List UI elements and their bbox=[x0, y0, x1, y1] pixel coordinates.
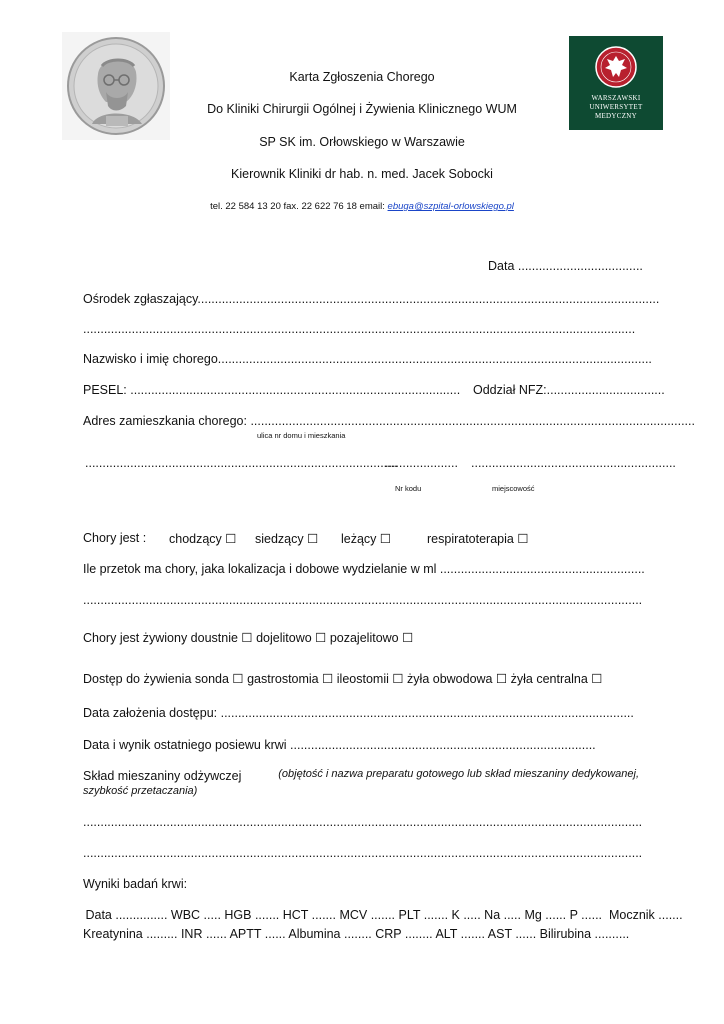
mixture-hint-2: szybkość przetaczania) bbox=[83, 785, 198, 797]
clinic-name: Do Kliniki Chirurgii Ogólnej i Żywienia Klinicznego WUM bbox=[207, 102, 517, 116]
blood-culture-field[interactable]: Data i wynik ostatniego posiewu krwi ........................................................................................ bbox=[83, 738, 596, 752]
labs-line-2[interactable]: Kreatynina ......... INR ...... APTT ...... Albumina ........ CRP ........ ALT ....... AST ...... Bilirubina .......... bbox=[83, 927, 630, 941]
mixture-line-2[interactable]: ................................................................................................................................................................. bbox=[83, 846, 643, 860]
address-field[interactable]: Adres zamieszkania chorego: ................................................................................................................................ bbox=[83, 414, 695, 428]
respiratory-checkbox[interactable]: respiratoterapia ☐ bbox=[427, 532, 529, 546]
fistulas-continuation[interactable]: ................................................................................................................................................................. bbox=[83, 593, 643, 607]
mixture-line-1[interactable]: ................................................................................................................................................................. bbox=[83, 815, 643, 829]
university-name-line1: WARSZAWSKI bbox=[591, 94, 641, 102]
portrait-medal-icon bbox=[62, 32, 170, 140]
form-title: Karta Zgłoszenia Chorego bbox=[289, 70, 435, 84]
university-name-line2: UNIWERSYTET bbox=[589, 103, 643, 111]
contact-phones: tel. 22 584 13 20 fax. 22 622 76 18 email: bbox=[210, 201, 388, 212]
portrait-medal-logo bbox=[62, 32, 170, 140]
email-link[interactable]: ebuga@szpital-orlowskiego.pl bbox=[387, 201, 514, 212]
referring-center-field[interactable]: Ośrodek zgłaszający..................................................................................................................................... bbox=[83, 292, 660, 306]
access-date-field[interactable]: Data założenia dostępu: ....................................................................................................................... bbox=[83, 706, 634, 720]
sitting-checkbox[interactable]: siedzący ☐ bbox=[255, 532, 319, 546]
feeding-route-options[interactable]: Chory jest żywiony doustnie ☐ dojelitowo ☐ pozajelitowo ☐ bbox=[83, 631, 414, 645]
mixture-hint-1: (objętość i nazwa preparatu gotowego lub skład mieszaniny dedykowanej, bbox=[278, 768, 639, 780]
blood-results-heading: Wyniki badań krwi: bbox=[83, 877, 188, 891]
nfz-branch-field[interactable]: Oddział NFZ:.................................. bbox=[473, 383, 665, 397]
postal-code-field[interactable]: ..................... bbox=[385, 456, 458, 470]
university-name-line3: MEDYCZNY bbox=[594, 112, 638, 120]
clinic-head: Kierownik Kliniki dr hab. n. med. Jacek Sobocki bbox=[231, 167, 493, 181]
postal-code-hint: Nr kodu bbox=[395, 484, 422, 493]
feeding-access-options[interactable]: Dostęp do żywienia sonda ☐ gastrostomia ☐ ileostomii ☐ żyła obwodowa ☐ żyła centralna ☐ bbox=[83, 672, 603, 686]
patient-name-field[interactable]: Nazwisko i imię chorego............................................................................................................................. bbox=[83, 352, 652, 366]
mixture-composition bbox=[83, 767, 639, 785]
lying-checkbox[interactable]: leżący ☐ bbox=[341, 532, 392, 546]
date-field[interactable]: Data .................................... bbox=[488, 259, 643, 273]
walking-checkbox[interactable]: chodzący ☐ bbox=[169, 532, 237, 546]
referring-center-continuation[interactable]: ............................................................................................................................................................... bbox=[83, 322, 636, 336]
patient-status-label: Chory jest : bbox=[83, 531, 147, 545]
fistulas-field[interactable]: Ile przetok ma chory, jaka lokalizacja i dobowe wydzielanie w ml ........................................................... bbox=[83, 562, 645, 576]
contact-line bbox=[0, 201, 724, 212]
city-field[interactable]: ........................................................... bbox=[471, 456, 676, 470]
hospital-name: SP SK im. Orłowskiego w Warszawie bbox=[259, 135, 465, 149]
mixture-label: Skład mieszaniny odżywczej bbox=[83, 769, 242, 783]
labs-line-1[interactable]: Data ............... WBC ..... HGB ....... HCT ....... MCV ....... PLT ....... K ..... Na ..... Mg ...... P ...... Mocznik ....... bbox=[82, 908, 683, 922]
pesel-field[interactable]: PESEL: ............................................................................................... bbox=[83, 383, 461, 397]
address-line2-field[interactable]: .......................................................................................... bbox=[85, 456, 398, 470]
address-hint: ulica nr domu i mieszkania bbox=[257, 431, 346, 440]
city-hint: miejscowość bbox=[492, 484, 535, 493]
